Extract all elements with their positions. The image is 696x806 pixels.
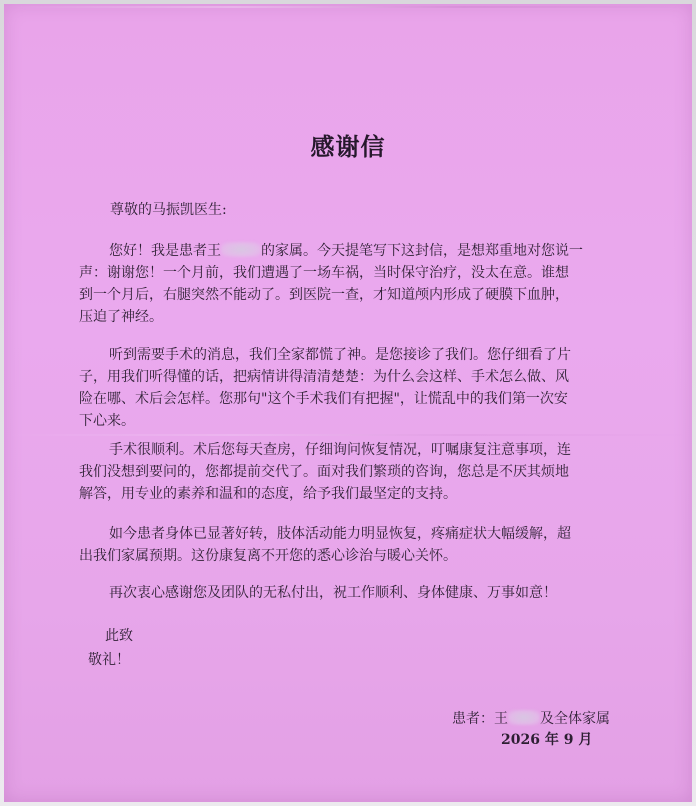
signature bbox=[452, 708, 610, 728]
line-text: 的家属。今天提笔写下这封信，是想郑重地对您说一 bbox=[261, 243, 583, 259]
letter-paragraph-4 bbox=[79, 523, 619, 567]
letter-paragraph-5 bbox=[79, 582, 619, 604]
paragraph-line: 子，用我们听得懂的话，把病情讲得清清楚楚：为什么会这样、手术怎么做、风 bbox=[79, 369, 569, 385]
closing-line-1: 此致 bbox=[105, 628, 133, 644]
line-text: 您好！我是患者王 bbox=[109, 243, 221, 259]
paper-edge bbox=[4, 6, 692, 8]
letter-sheet bbox=[4, 4, 692, 802]
letter-paragraph-2 bbox=[79, 344, 619, 432]
signature-suffix: 及全体家属 bbox=[540, 711, 610, 727]
paragraph-line bbox=[79, 240, 619, 262]
redacted-name bbox=[508, 710, 540, 725]
paragraph-line: 到一个月后，右腿突然不能动了。到医院一查，才知道颅内形成了硬膜下血肿， bbox=[79, 287, 569, 303]
paragraph-line: 再次衷心感谢您及团队的无私付出，祝工作顺利、身体健康、万事如意！ bbox=[109, 585, 557, 601]
paragraph-line: 手术很顺利。术后您每天查房，仔细询问恢复情况，叮嘱康复注意事项，连 bbox=[109, 442, 571, 458]
paragraph-line: 解答，用专业的素养和温和的态度，给予我们最坚定的支持。 bbox=[79, 486, 457, 502]
signature-prefix: 患者：王 bbox=[452, 711, 508, 727]
closing-line-2: 敬礼！ bbox=[88, 652, 130, 668]
paper-crease bbox=[4, 434, 692, 436]
redacted-name bbox=[221, 242, 261, 257]
paragraph-line: 听到需要手术的消息，我们全家都慌了神。是您接诊了我们。您仔细看了片 bbox=[109, 347, 571, 363]
letter-date: 2026 年 9 月 bbox=[501, 732, 593, 748]
paragraph-line: 出我们家属预期。这份康复离不开您的悉心诊治与暖心关怀。 bbox=[79, 548, 457, 564]
paragraph-line: 我们没想到要问的，您都提前交代了。面对我们繁琐的咨询，您总是不厌其烦地 bbox=[79, 464, 569, 480]
letter-paragraph-3 bbox=[79, 439, 619, 505]
paragraph-line: 如今患者身体已显著好转，肢体活动能力明显恢复，疼痛症状大幅缓解，超 bbox=[109, 526, 571, 542]
letter-paragraph-1 bbox=[79, 240, 619, 328]
paragraph-line: 声：谢谢您！一个月前，我们遭遇了一场车祸，当时保守治疗，没太在意。谁想 bbox=[79, 265, 569, 281]
letter-salutation: 尊敬的马振凯医生: bbox=[110, 202, 227, 218]
paragraph-line: 下心来。 bbox=[79, 413, 135, 429]
letter-title: 感谢信 bbox=[310, 132, 386, 161]
paragraph-line: 险在哪、术后会怎样。您那句"这个手术我们有把握"，让慌乱中的我们第一次安 bbox=[79, 391, 568, 407]
paragraph-line: 压迫了神经。 bbox=[79, 309, 163, 325]
